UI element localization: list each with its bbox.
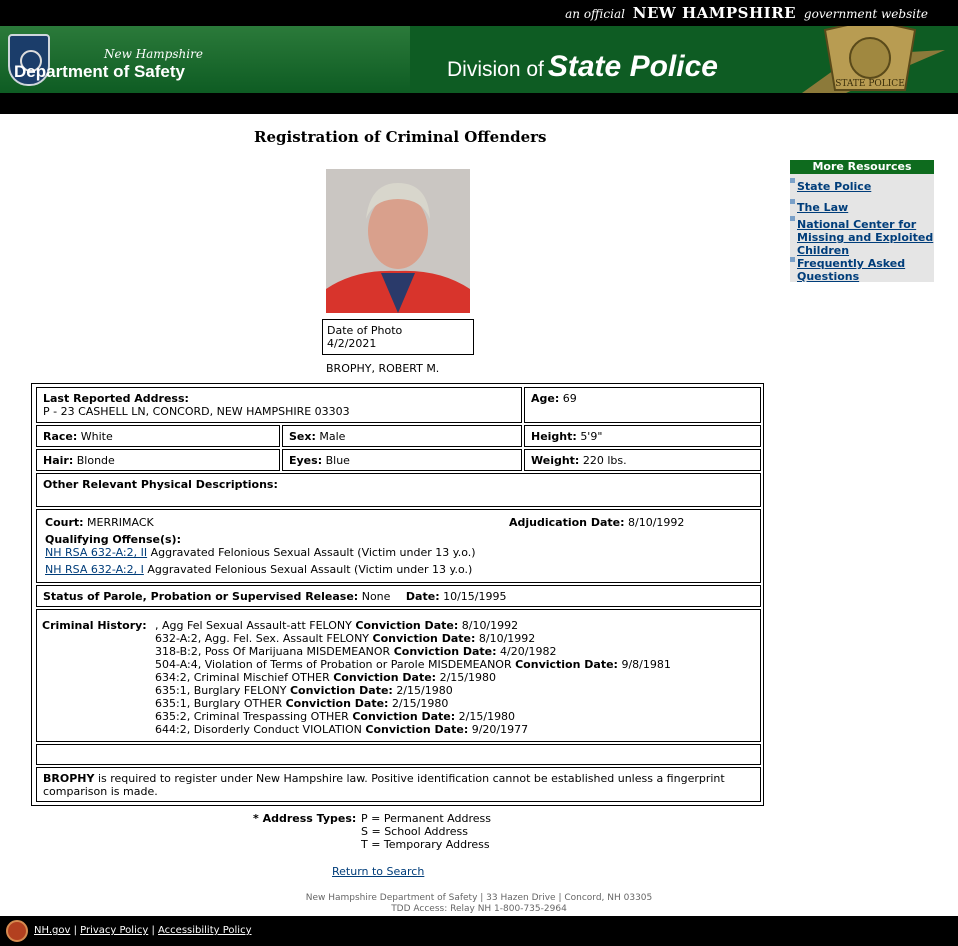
footer-links: NH.gov | Privacy Policy | Accessibility Policy bbox=[34, 925, 252, 936]
bullet-icon bbox=[790, 178, 795, 183]
criminal-history-label: Criminal History: bbox=[42, 619, 147, 632]
hair-value: Blonde bbox=[76, 454, 115, 467]
weight-value: 220 lbs. bbox=[582, 454, 627, 467]
parole-date-value: 10/15/1995 bbox=[443, 590, 507, 603]
header-divider bbox=[0, 93, 958, 114]
physical-description-label: Other Relevant Physical Descriptions: bbox=[43, 478, 278, 491]
offense-statute-link[interactable]: NH RSA 632-A:2, I bbox=[45, 563, 144, 576]
court-label: Court: bbox=[45, 516, 84, 529]
parole-status-value: None bbox=[361, 590, 391, 603]
eyes-label: Eyes: bbox=[289, 454, 323, 467]
history-row: 634:2, Criminal Mischief OTHER Conviction Date: 2/15/1980 bbox=[155, 671, 496, 684]
hair-cell bbox=[36, 449, 280, 471]
address-label: Last Reported Address: bbox=[43, 392, 189, 405]
height-value: 5'9" bbox=[580, 430, 603, 443]
division-prefix: Division of bbox=[447, 58, 544, 81]
accessibility-policy-link[interactable]: Accessibility Policy bbox=[158, 925, 252, 936]
qualifying-offense-row bbox=[45, 546, 752, 559]
age-cell bbox=[524, 387, 761, 423]
state-police-badge-icon bbox=[795, 26, 945, 93]
history-row: 635:1, Burglary FELONY Conviction Date: 2/15/1980 bbox=[155, 684, 453, 697]
dos-title: Department of Safety bbox=[14, 62, 185, 81]
sex-label: Sex: bbox=[289, 430, 316, 443]
badge-text: STATE POLICE bbox=[835, 79, 905, 89]
offense-description: Aggravated Felonious Sexual Assault (Victim under 13 y.o.) bbox=[147, 563, 473, 576]
offense-description: Aggravated Felonious Sexual Assault (Victim under 13 y.o.) bbox=[150, 546, 476, 559]
history-row: 635:2, Criminal Trespassing OTHER Conviction Date: 2/15/1980 bbox=[155, 710, 516, 723]
nh-seal-icon bbox=[6, 920, 28, 942]
footer-address: New Hampshire Department of Safety | 33 Hazen Drive | Concord, NH 03305 bbox=[305, 893, 653, 903]
address-types-label: * Address Types: bbox=[253, 812, 357, 825]
bullet-icon bbox=[790, 216, 795, 221]
eyes-cell bbox=[282, 449, 522, 471]
court-cell bbox=[36, 509, 761, 583]
address-type-item: P = Permanent Address bbox=[361, 812, 491, 825]
privacy-policy-link[interactable]: Privacy Policy bbox=[80, 925, 149, 936]
notice-text: is required to register under New Hampshire law. Positive identification cannot be established unless a fingerprint comparison is made. bbox=[43, 772, 725, 798]
bullet-icon bbox=[790, 199, 795, 204]
court-value: MERRIMACK bbox=[87, 516, 154, 529]
photo-date-value: 4/2/2021 bbox=[327, 337, 377, 350]
parole-status-label: Status of Parole, Probation or Supervised Release: bbox=[43, 590, 359, 603]
photo-date-box bbox=[322, 319, 474, 355]
empty-cell bbox=[36, 744, 761, 765]
footer-tdd: TDD Access: Relay NH 1-800-735-2964 bbox=[391, 904, 567, 914]
history-row: 635:1, Burglary OTHER Conviction Date: 2/15/1980 bbox=[155, 697, 449, 710]
return-to-search-link[interactable]: Return to Search bbox=[332, 865, 425, 878]
age-value: 69 bbox=[562, 392, 577, 405]
page-title: Registration of Criminal Offenders bbox=[254, 128, 547, 146]
sidebar-item-state-police[interactable]: State Police bbox=[797, 180, 872, 193]
sex-value: Male bbox=[319, 430, 346, 443]
offense-statute-link[interactable]: NH RSA 632-A:2, II bbox=[45, 546, 148, 559]
dos-subtitle: New Hampshire bbox=[104, 47, 203, 61]
parole-date-label: Date: bbox=[405, 590, 440, 603]
official-site-bar bbox=[0, 0, 958, 26]
address-cell bbox=[36, 387, 522, 423]
hair-label: Hair: bbox=[43, 454, 74, 467]
dos-logo-area[interactable] bbox=[0, 26, 410, 93]
adjudication-label: Adjudication Date: bbox=[509, 516, 625, 529]
division-title bbox=[447, 50, 718, 84]
nhgov-link[interactable]: NH.gov bbox=[34, 925, 71, 936]
age-label: Age: bbox=[531, 392, 560, 405]
race-cell bbox=[36, 425, 280, 447]
sex-cell bbox=[282, 425, 522, 447]
sidebar-item-the-law[interactable]: The Law bbox=[797, 201, 849, 214]
race-value: White bbox=[80, 430, 113, 443]
offender-details-table bbox=[31, 383, 764, 806]
eyes-value: Blue bbox=[325, 454, 350, 467]
sidebar-item-ncmec[interactable]: National Center for Missing and Exploited Children bbox=[797, 218, 934, 257]
bullet-icon bbox=[790, 257, 795, 262]
qualifying-offense-row bbox=[45, 563, 752, 576]
official-notice bbox=[565, 4, 928, 22]
official-prefix: an official bbox=[565, 7, 625, 21]
header-banner bbox=[0, 26, 958, 93]
history-row: 504-A:4, Violation of Terms of Probation or Parole MISDEMEANOR Conviction Date: 9/8/1981 bbox=[155, 658, 671, 671]
history-row: 644:2, Disorderly Conduct VIOLATION Conviction Date: 9/20/1977 bbox=[155, 723, 529, 736]
photo-date-label: Date of Photo bbox=[327, 324, 403, 337]
sidebar-title: More Resources bbox=[790, 160, 934, 174]
footer-bar bbox=[0, 916, 958, 946]
address-value: P - 23 CASHELL LN, CONCORD, NEW HAMPSHIRE 03303 bbox=[43, 405, 350, 418]
history-row: 318-B:2, Poss Of Marijuana MISDEMEANOR Conviction Date: 4/20/1982 bbox=[155, 645, 557, 658]
sidebar-item-faq[interactable]: Frequently Asked Questions bbox=[797, 257, 906, 283]
official-state: NEW HAMPSHIRE bbox=[632, 4, 797, 22]
address-type-item: T = Temporary Address bbox=[361, 838, 490, 851]
height-cell bbox=[524, 425, 761, 447]
height-label: Height: bbox=[531, 430, 577, 443]
offender-name: BROPHY, ROBERT M. bbox=[326, 362, 440, 375]
address-type-item: S = School Address bbox=[361, 825, 469, 838]
criminal-history-cell bbox=[36, 609, 761, 742]
race-label: Race: bbox=[43, 430, 78, 443]
offender-photo bbox=[326, 169, 470, 313]
registration-notice-cell bbox=[36, 767, 761, 802]
qualifying-offenses-label: Qualifying Offense(s): bbox=[45, 533, 181, 546]
notice-name: BROPHY bbox=[43, 772, 95, 785]
more-resources-sidebar bbox=[790, 160, 934, 282]
history-row: 632-A:2, Agg. Fel. Sex. Assault FELONY Conviction Date: 8/10/1992 bbox=[155, 632, 536, 645]
weight-label: Weight: bbox=[531, 454, 580, 467]
parole-status-cell bbox=[36, 585, 761, 607]
history-row: , Agg Fel Sexual Assault-att FELONY Conviction Date: 8/10/1992 bbox=[155, 619, 519, 632]
official-suffix: government website bbox=[803, 7, 928, 21]
adjudication-date: 8/10/1992 bbox=[628, 516, 685, 529]
division-main: State Police bbox=[547, 50, 718, 83]
physical-description-cell bbox=[36, 473, 761, 507]
weight-cell bbox=[524, 449, 761, 471]
